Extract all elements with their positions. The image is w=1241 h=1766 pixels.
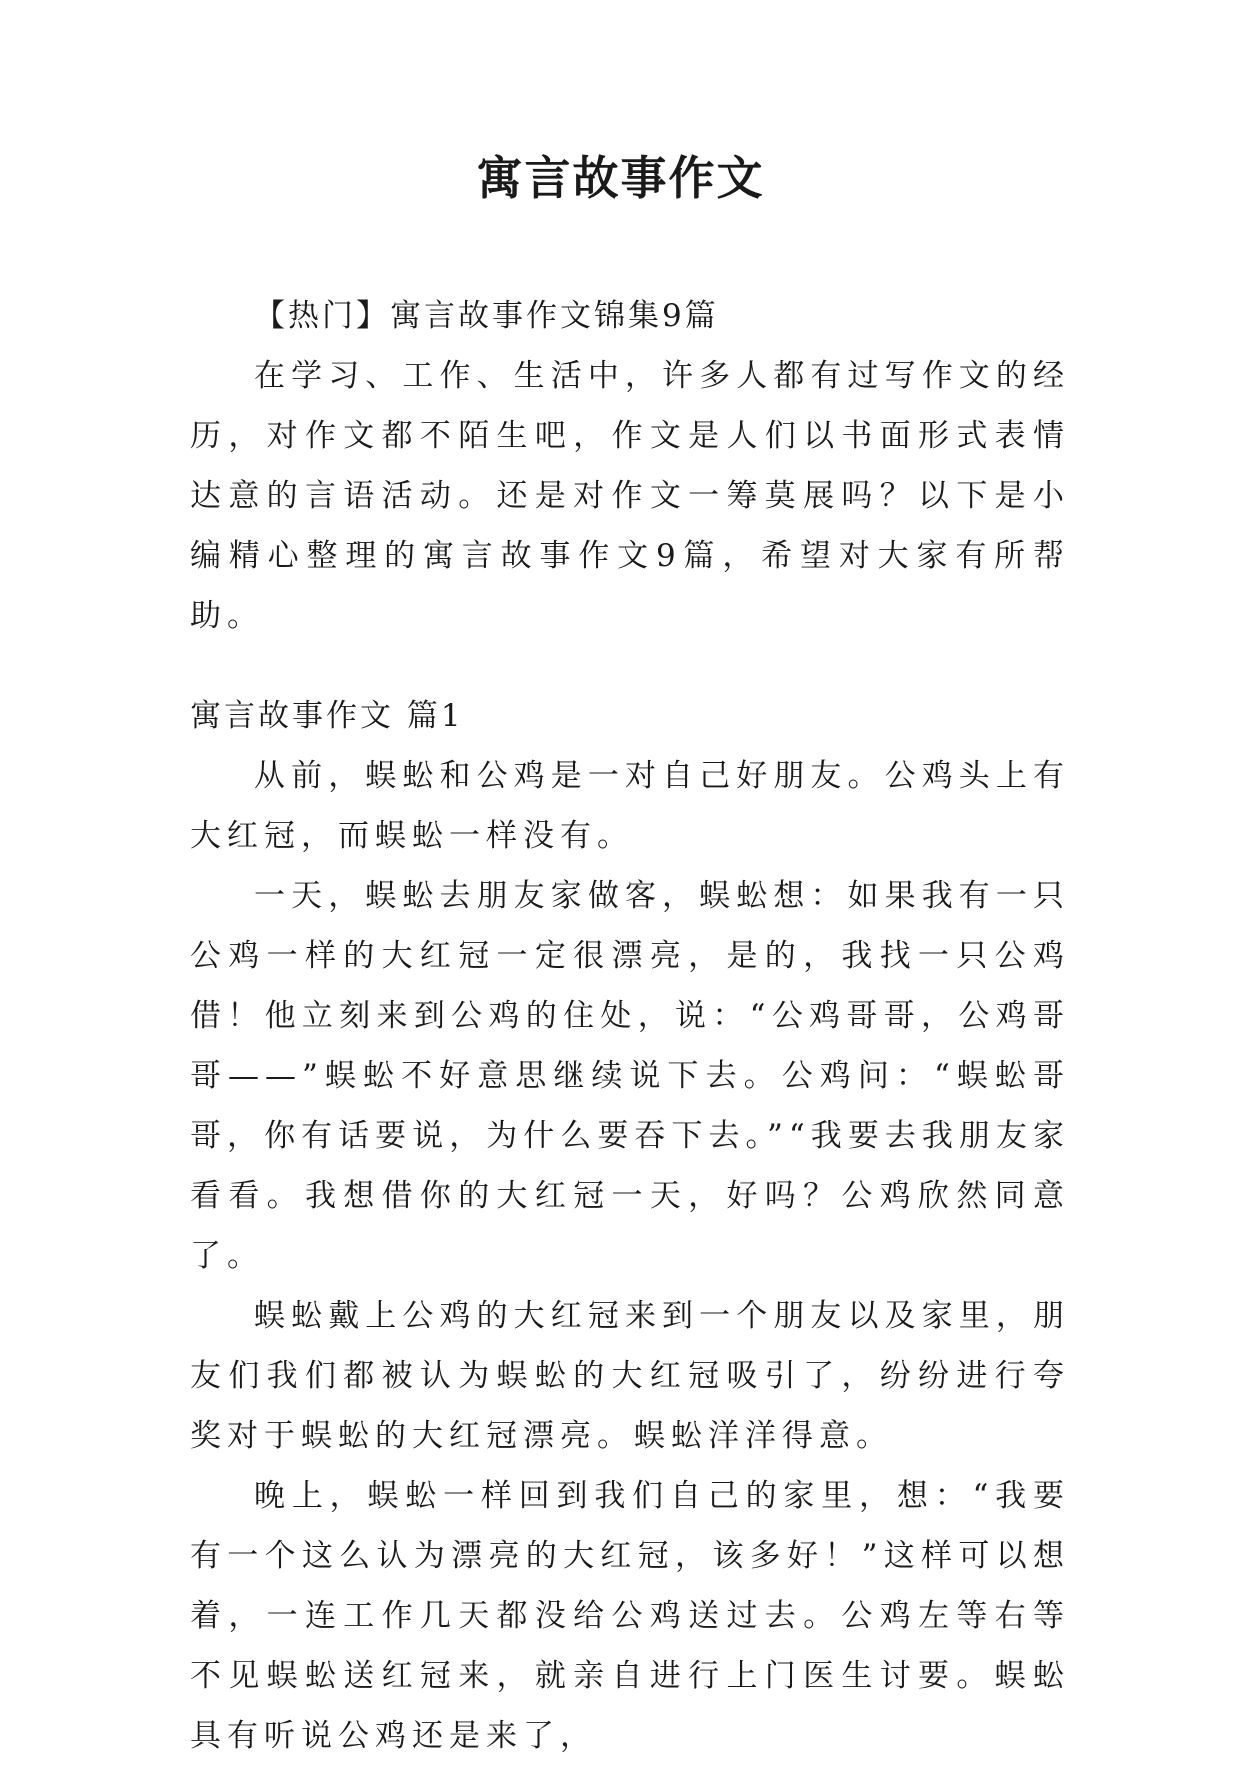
story-paragraph: 从前，蜈蚣和公鸡是一对自己好朋友。公鸡头上有大红冠，而蜈蚣一样没有。 [190, 758, 1070, 854]
intro-paragraph: 在学习、工作、生活中，许多人都有过写作文的经历，对作文都不陌生吧，作文是人们以书面形式表情达意的言语活动。还是对作文一筹莫展吗？以下是小编精心整理的寓言故事作文9篇，希望对大家有所帮助。 [190, 358, 1070, 634]
story-paragraph: 晚上，蜈蚣一样回到我们自己的家里，想：“我要有一个这么认为漂亮的大红冠，该多好！”这样可以想着，一连工作几天都没给公鸡送过去。公鸡左等右等不见蜈蚣送红冠来，就亲自进行上门医生讨要。蜈蚣具有听说公鸡还是来了， [190, 1478, 1070, 1754]
document-subtitle: 【热门】寓言故事作文锦集9篇 [254, 298, 719, 334]
story-paragraph: 蜈蚣戴上公鸡的大红冠来到一个朋友以及家里，朋友们我们都被认为蜈蚣的大红冠吸引了，纷纷进行夸奖对于蜈蚣的大红冠漂亮。蜈蚣洋洋得意。 [190, 1298, 1070, 1454]
document-title: 寓言故事作文 [476, 151, 765, 205]
document-body [190, 286, 1070, 1766]
story-paragraph: 一天，蜈蚣去朋友家做客，蜈蚣想：如果我有一只公鸡一样的大红冠一定很漂亮，是的，我找一只公鸡借！他立刻来到公鸡的住处，说：“公鸡哥哥，公鸡哥哥——”蜈蚣不好意思继续说下去。公鸡问：“蜈蚣哥哥，你有话要说，为什么要吞下去。”“我要去我朋友家看看。我想借你的大红冠一天，好吗？公鸡欣然同意了。 [190, 878, 1070, 1274]
section-heading: 寓言故事作文 篇1 [190, 698, 464, 734]
